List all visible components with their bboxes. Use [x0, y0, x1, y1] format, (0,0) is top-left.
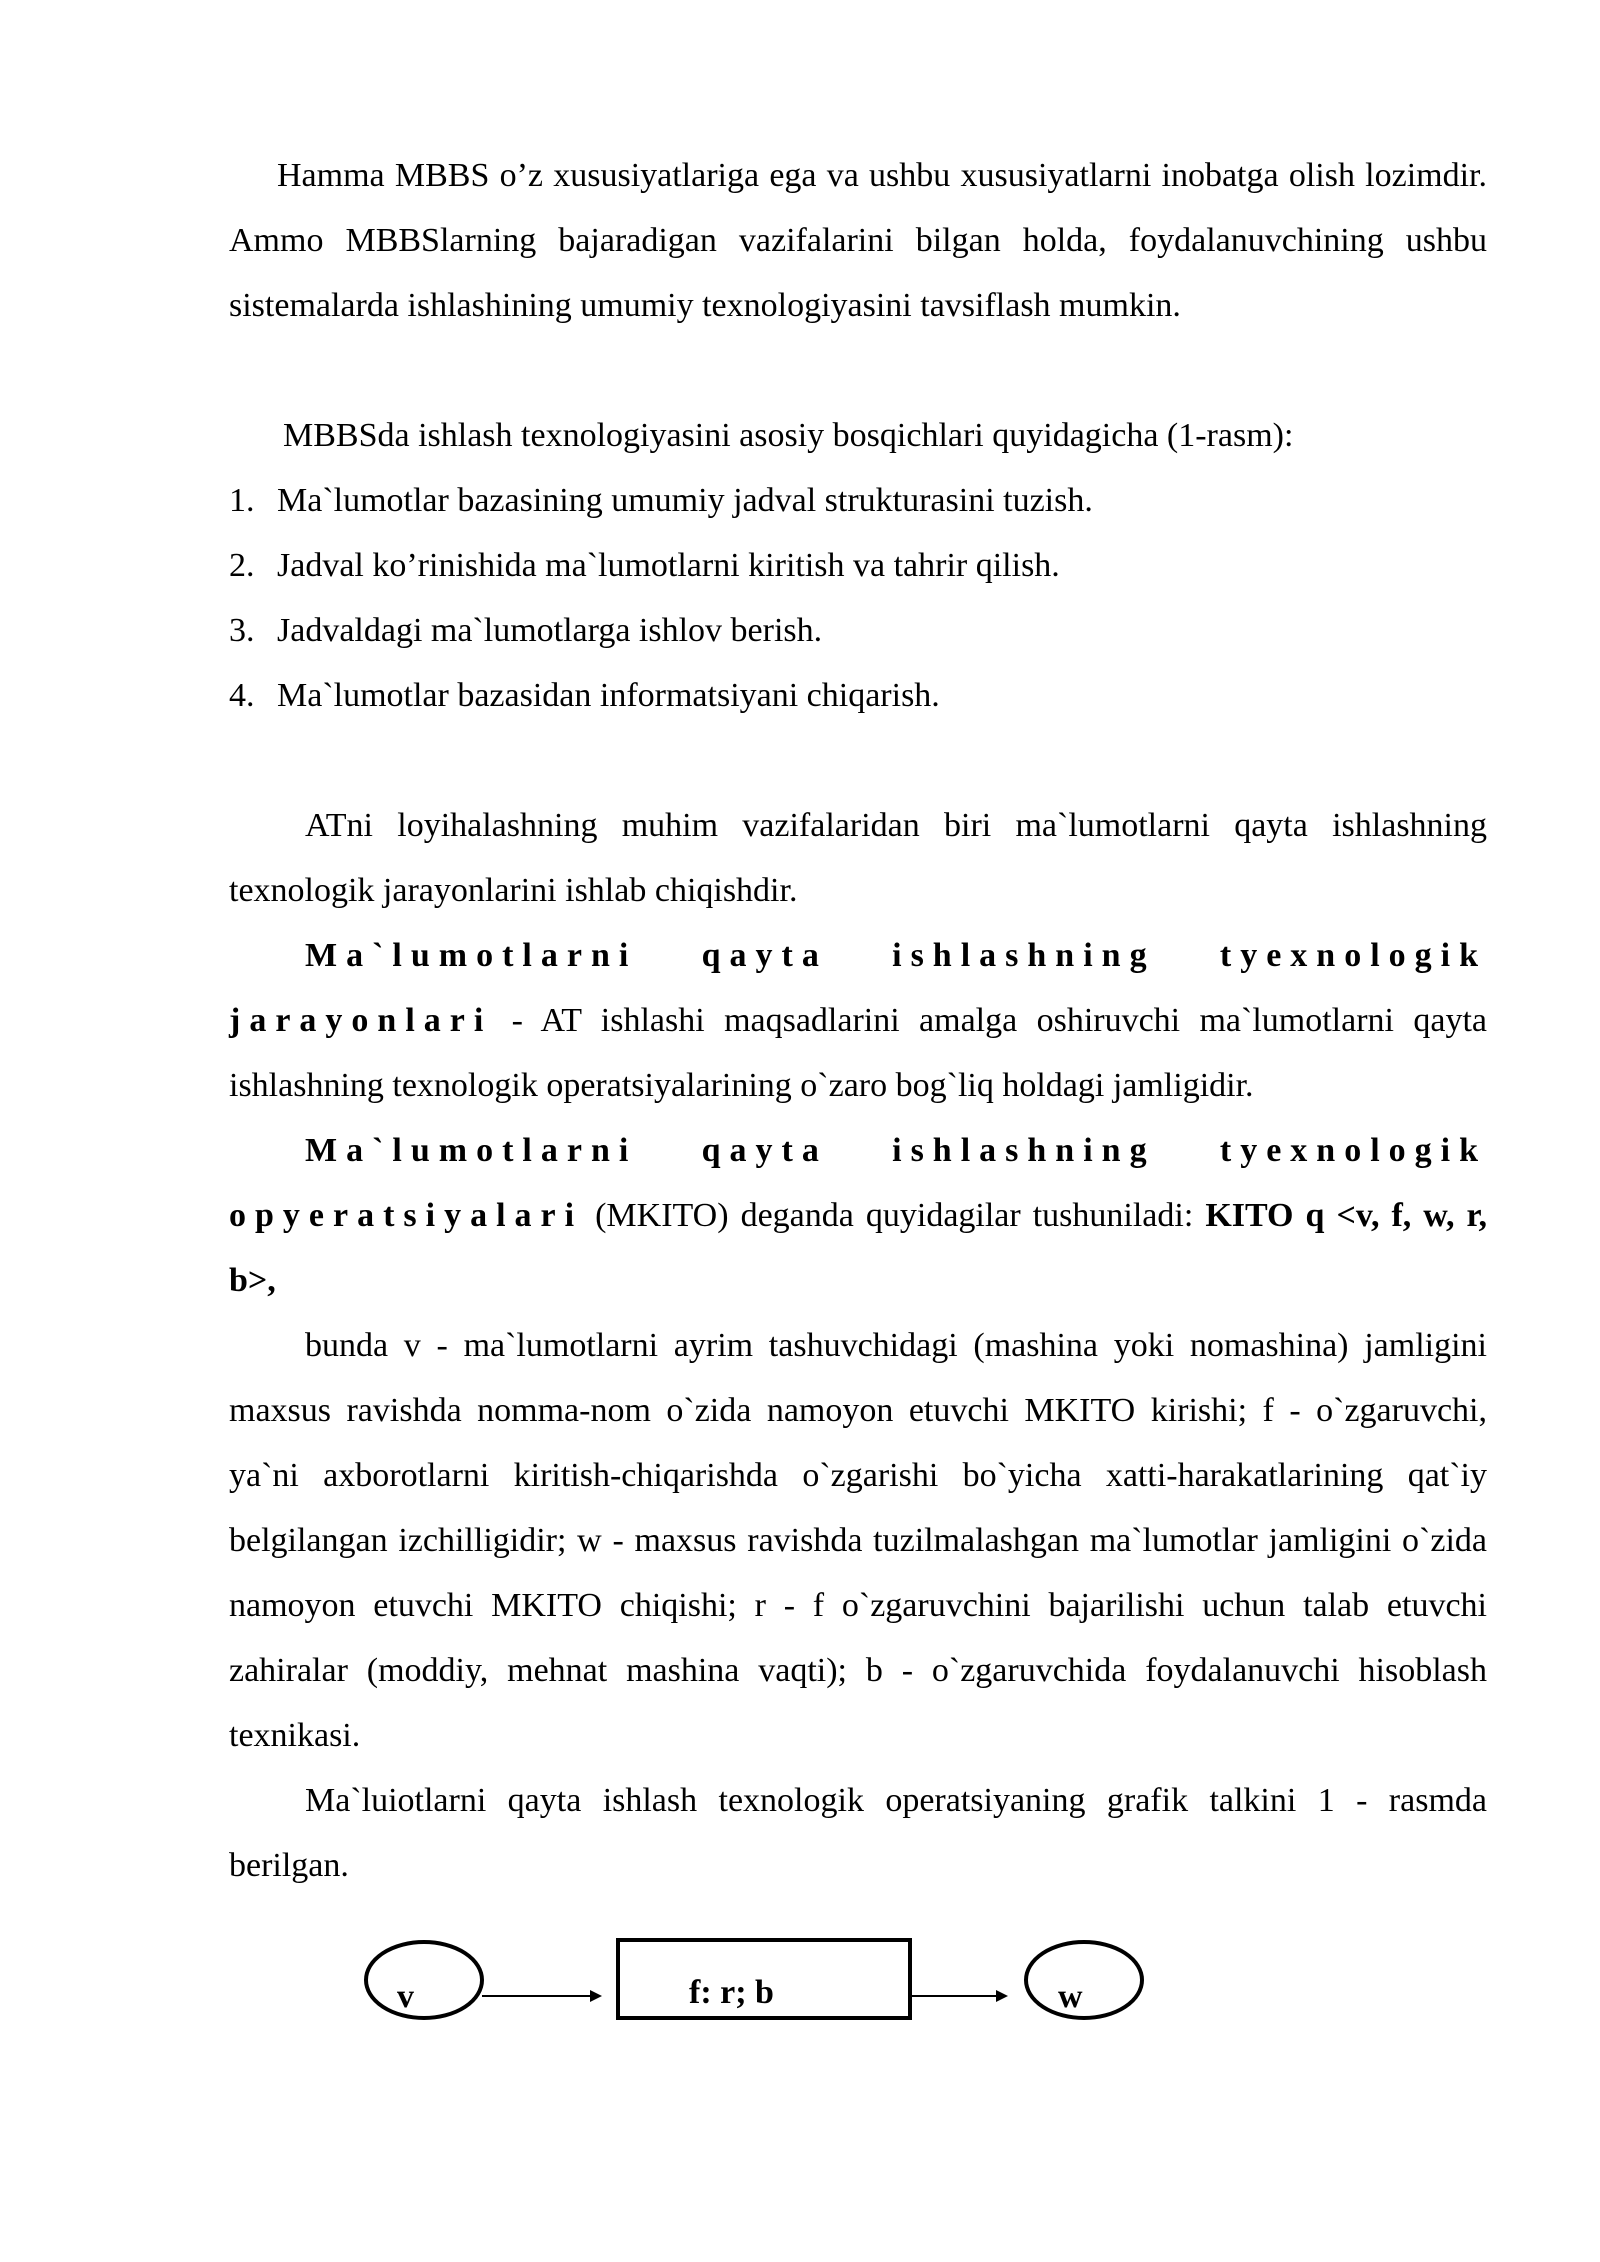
- list-item-number: 2.: [229, 547, 255, 584]
- defined-term: Ma`lumotlarni qayta ishlashning tyexnologik opyeratsiyalari: [229, 1132, 1487, 1234]
- list-item-text: Ma`lumotlar bazasining umumiy jadval strukturasini tuzish.: [277, 482, 1093, 519]
- paragraph-at-design: ATni loyihalashning muhim vazifalaridan biri ma`lumotlarni qayta ishlashning texnologik jarayonlarini ishlab chiqishdir.: [229, 807, 1487, 909]
- paragraph-figure-reference: Ma`luiotlarni qayta ishlash texnologik operatsiyaning grafik talkini 1 - rasmda berilgan.: [229, 1782, 1487, 1884]
- defined-term: Ma`lumotlarni qayta ishlashning tyexnologik jarayonlari: [229, 937, 1487, 1039]
- list-item: [229, 468, 1093, 533]
- input-label: v: [397, 1978, 414, 2015]
- list-item: [229, 533, 1060, 598]
- definition-text: - AT ishlashi maqsadlarini amalga oshiruvchi ma`lumotlarni qayta ishlashning texnologik operatsiyalarining o`zaro bog`liq holdagi jamligidir.: [229, 1002, 1487, 1104]
- definition-text: (MKITO) deganda quyidagilar tushuniladi:: [583, 1197, 1206, 1234]
- list-item: [229, 598, 822, 663]
- paragraph-stages-heading: MBBSda ishlash texnologiyasini asosiy bosqichlari quyidagicha (1-rasm):: [283, 417, 1294, 454]
- paragraph-variables: bunda v - ma`lumotlarni ayrim tashuvchidagi (mashina yoki nomashina) jamligini maxsus ravishda nomma-nom o`zida namoyon etuvchi MKITO kirishi; f - o`zgaruvchi, ya`ni axborotlarni kiritish-chiqarishda o`zgarishi bo`yicha xatti-harakatlarining qat`iy belgilangan izchilligidir; w - maxsus ravishda tuzilmalashgan ma`lumotlar jamligini o`zida namoyon etuvchi MKITO chiqishi; r - f o`zgaruvchini bajarilishi uchun talab etuvchi zahiralar (moddiy, mehnat mashina vaqti); b - o`zgaruvchida foydalanuvchi hisoblash texnikasi.: [229, 1327, 1487, 1754]
- paragraph-operation-definition: [229, 1118, 1487, 1313]
- process-label: f: r; b: [689, 1974, 774, 2011]
- list-item: [229, 663, 940, 728]
- input-ellipse: [366, 1942, 482, 2018]
- paragraph-intro: Hamma MBBS o’z xususiyatlariga ega va ushbu xususiyatlarni inobatga olish lozimdir. Ammo MBBSlarning bajaradigan vazifalarini bilgan holda, foydalanuvchining ushbu sistemalarda ishlashining umumiy texnologiyasini tavsiflash mumkin.: [229, 157, 1487, 324]
- list-item-text: Ma`lumotlar bazasidan informatsiyani chiqarish.: [277, 677, 940, 714]
- formula: KITO q <v, f, w, r, b>,: [229, 1197, 1487, 1299]
- list-item-number: 1.: [229, 482, 255, 519]
- output-label: w: [1058, 1978, 1083, 2015]
- list-item-text: Jadval ko’rinishida ma`lumotlarni kiritish va tahrir qilish.: [277, 547, 1060, 584]
- list-item-number: 4.: [229, 677, 255, 714]
- list-item-number: 3.: [229, 612, 255, 649]
- list-item-text: Jadvaldagi ma`lumotlarga ishlov berish.: [277, 612, 823, 649]
- output-ellipse: [1026, 1942, 1142, 2018]
- paragraph-process-definition: [229, 923, 1487, 1118]
